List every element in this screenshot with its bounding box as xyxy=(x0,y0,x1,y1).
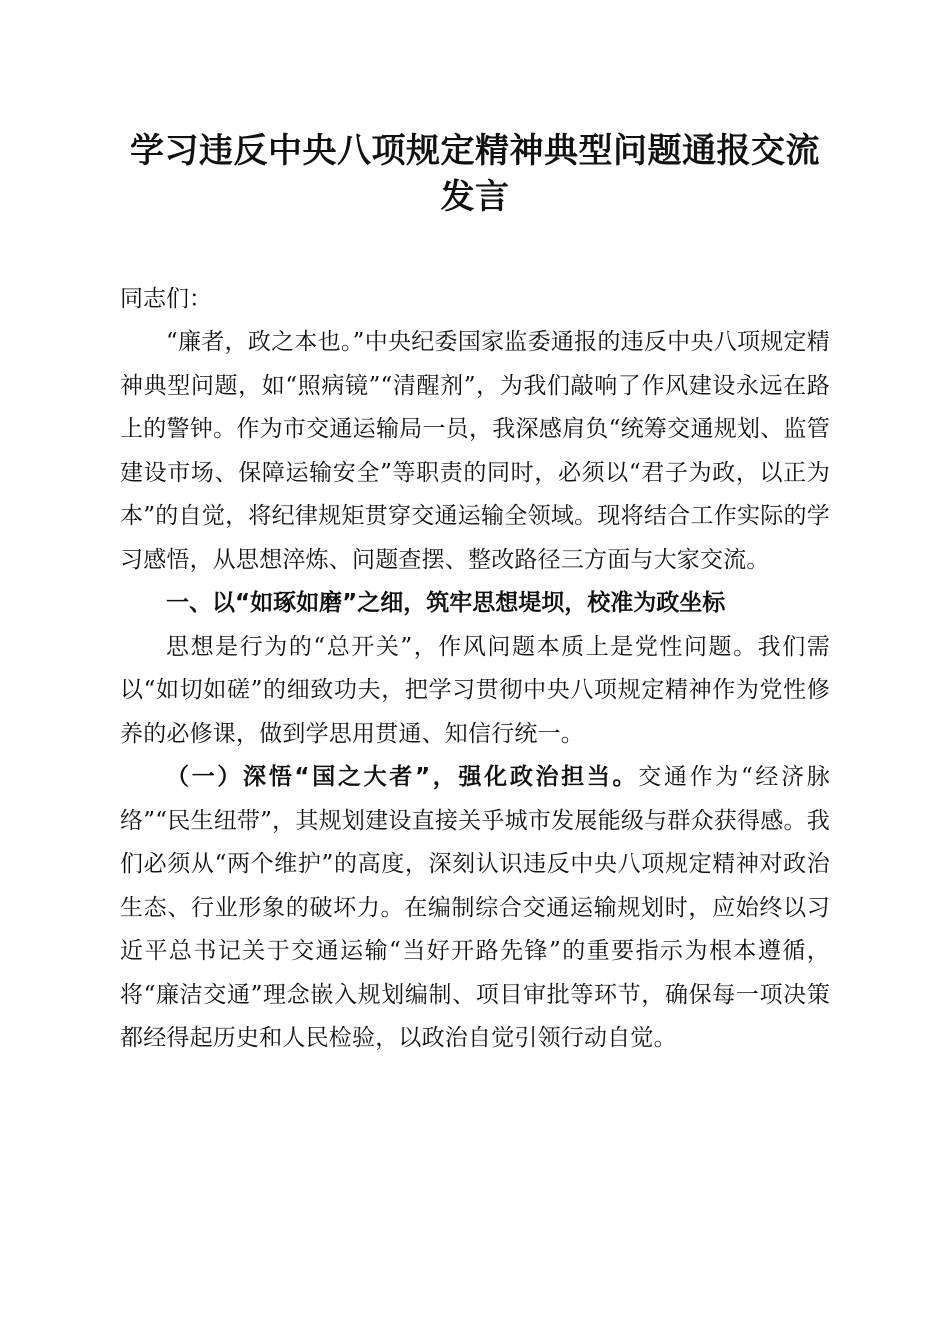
salutation: 同志们： xyxy=(120,286,212,312)
subsection-body: 交通作为“经济脉络”“民生纽带”，其规划建设直接关乎城市发展能级与群众获得感。我们必须从“两个维护”的高度，深刻认识违反中央八项规定精神对政治生态、行业形象的破坏力。在编制综合交通运输规划时，应始终以习近平总书记关于交通运输“当好开路先锋”的重要指示为根本遵循，将“廉洁交通”理念嵌入规划编制、项目审批等环节，确保每一项决策都经得起历史和人民检验，以政治自觉引领行动自觉。 xyxy=(120,764,830,1051)
paragraph-subsection-1 xyxy=(120,756,830,1061)
document-page xyxy=(120,128,830,1061)
title-line-2: 发言 xyxy=(440,177,510,217)
paragraph-intro: “廉者，政之本也。”中央纪委国家监委通报的违反中央八项规定精神典型问题，如“照病镜”“清醒剂”，为我们敲响了作风建设永远在路上的警钟。作为市交通运输局一员，我深感肩负“统筹交通规划、监管建设市场、保障运输安全”等职责的同时，必须以“君子为政，以正为本”的自觉，将纪律规矩贯穿交通运输全领域。现将结合工作实际的学习感悟，从思想淬炼、问题查摆、整改路径三方面与大家交流。 xyxy=(120,329,830,573)
section-heading-1: 一、以“如琢如磨”之细，筑牢思想堤坝，校准为政坐标 xyxy=(166,590,726,616)
paragraph-section-1: 思想是行为的“总开关”，作风问题本质上是党性问题。我们需以“如切如磋”的细致功夫，把学习贯彻中央八项规定精神作为党性修养的必修课，做到学思用贯通、知信行统一。 xyxy=(120,633,830,747)
title-line-1: 学习违反中央八项规定精神典型问题通报交流 xyxy=(130,131,820,171)
subsection-lead: （一）深悟“国之大者”，强化政治担当。 xyxy=(166,764,639,790)
document-title xyxy=(120,128,830,220)
